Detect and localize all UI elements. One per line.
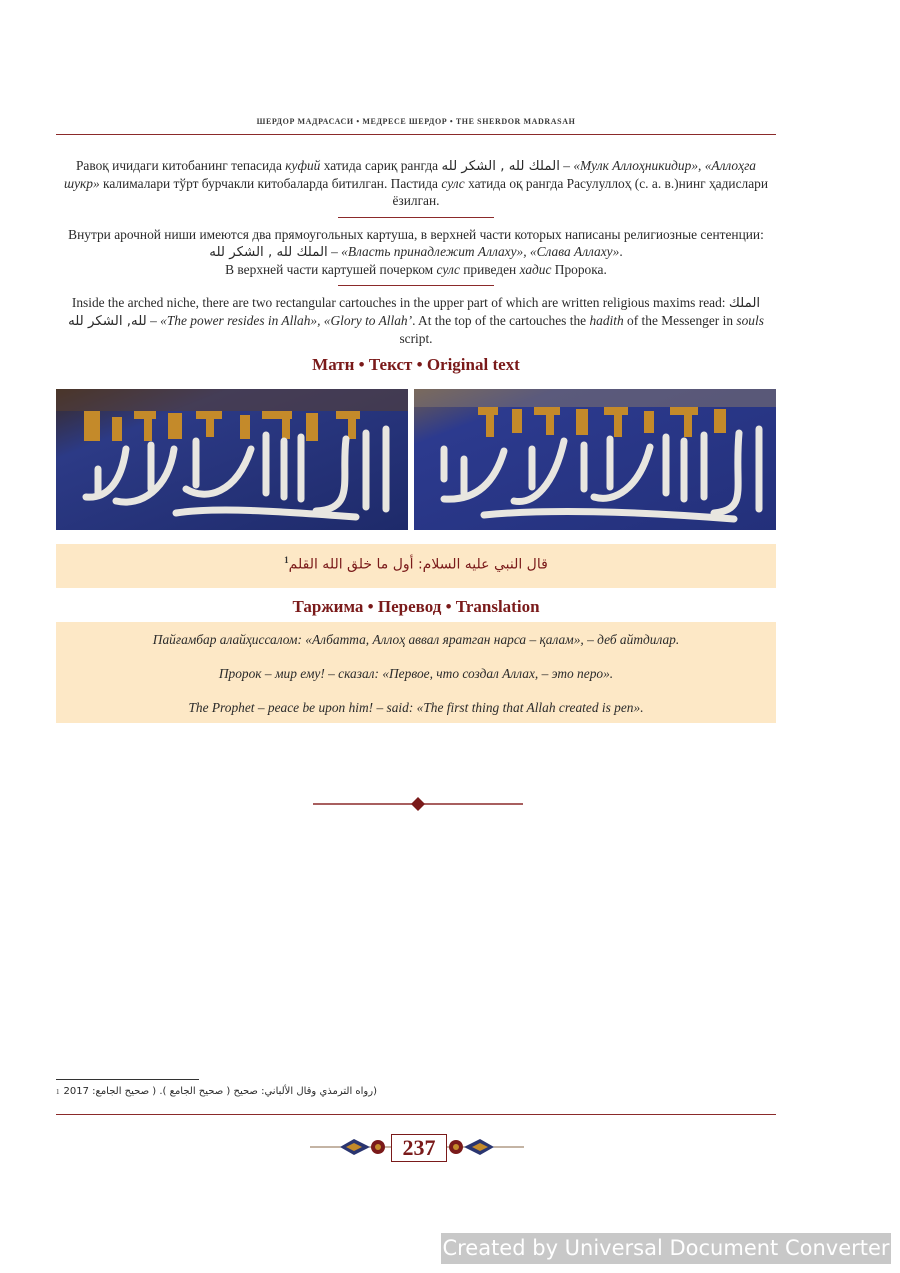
translation-box <box>56 622 776 723</box>
text-span: hadith <box>589 313 624 328</box>
text-span: – <box>559 158 574 173</box>
translation-en: The Prophet – peace be upon him! – said: «The first thing that Allah created is pen». <box>188 700 644 715</box>
russian-paragraph <box>60 226 772 278</box>
page-number-ornament <box>310 1134 524 1162</box>
tile-inscription-photo-left <box>56 389 408 530</box>
arabic-original-line <box>56 555 776 574</box>
text-span: . <box>619 244 623 259</box>
text-span: – <box>327 244 342 259</box>
footer-rule <box>56 1114 776 1115</box>
text-span: script. <box>399 331 433 346</box>
text-span: «Аллоҳга шукр» <box>63 158 756 191</box>
converter-watermark: Created by Universal Document Converter <box>441 1233 891 1264</box>
header-rule <box>56 134 776 135</box>
text-span: , <box>698 158 705 173</box>
text-span: Внутри арочной ниши имеются два прямоугольных картуша, в верхней части которых написаны религиозные сентенции: <box>68 227 764 242</box>
text-span: of the Messenger in <box>623 313 737 328</box>
text-span: «Власть принадлежит Аллаху», «Слава Аллаху» <box>341 244 620 259</box>
english-paragraph <box>60 294 772 347</box>
text-span: калималари тўрт бурчакли китобаларда битилган. Пастида <box>99 176 442 191</box>
text-span: приведен <box>459 262 520 277</box>
page-number: 237 <box>391 1134 447 1162</box>
text-span: «The power resides in Allah», «Glory to Allah’ <box>160 313 413 328</box>
text-span: хатида оқ рангда Расулуллоҳ (с. а. в.)нинг ҳадислари ёзилган. <box>392 176 769 208</box>
running-header: ШЕРДОР МАДРАСАСИ • МЕДРЕСЕ ШЕРДОР • THE SHERDOR MADRASAH <box>256 117 576 126</box>
text-span: Inside the arched niche, there are two rectangular cartouches in the upper part of which are written religious maxims read: <box>71 295 729 310</box>
footnote-ref: 1 <box>284 555 289 565</box>
text-span: хадис <box>519 262 552 277</box>
arabic-phrase: الملك لله , الشكر لله <box>441 159 560 174</box>
ornament-divider <box>313 796 523 814</box>
original-text-heading: Матн • Текст • Original text <box>312 355 520 374</box>
arabic-phrase: الملك لله , الشكر لله <box>209 245 328 260</box>
text-span: . At the top of the cartouches the <box>412 313 590 328</box>
text-span: хатида сариқ рангда <box>320 158 442 173</box>
text-span: сулс <box>441 176 465 191</box>
text-span: куфий <box>285 158 321 173</box>
arabic-original-text: قال النبي عليه السلام: أول ما خلق الله القلم <box>288 556 548 573</box>
text-span: – <box>146 313 161 328</box>
section-separator <box>338 217 494 218</box>
footnote-rule <box>56 1079 199 1080</box>
translation-heading: Таржима • Перевод • Translation <box>292 597 540 616</box>
footnote <box>56 1086 377 1097</box>
arabic-phrase: الملك لله, الشكر لله <box>68 296 761 329</box>
footnote-text: (رواه الترمذي وقال الألباني: صحيح ( صحيح الجامع ). ( صحيح الجامع: 2017 <box>63 1086 377 1097</box>
text-span: В верхней части картушей почерком <box>225 262 437 277</box>
text-span: Равоқ ичидаги китобанинг тепасида <box>75 158 286 173</box>
arabic-original-box <box>56 544 776 588</box>
text-span: Пророка. <box>551 262 607 277</box>
text-span: souls <box>736 313 764 328</box>
footnote-marker: 1 <box>56 1087 60 1096</box>
text-span: сулс <box>436 262 460 277</box>
translation-ru: Пророк – мир ему! – сказал: «Первое, что создал Аллах, – это перо». <box>218 666 614 681</box>
text-span: «Мулк Аллоҳникидир» <box>573 158 699 173</box>
uzbek-paragraph <box>60 157 772 209</box>
tile-inscription-photo-right <box>414 389 776 530</box>
section-separator <box>338 285 494 286</box>
translation-uz: Пайғамбар алайҳиссалом: «Албатта, Аллоҳ аввал яратган нарса – қалам», – деб айтдилар. <box>152 632 680 647</box>
